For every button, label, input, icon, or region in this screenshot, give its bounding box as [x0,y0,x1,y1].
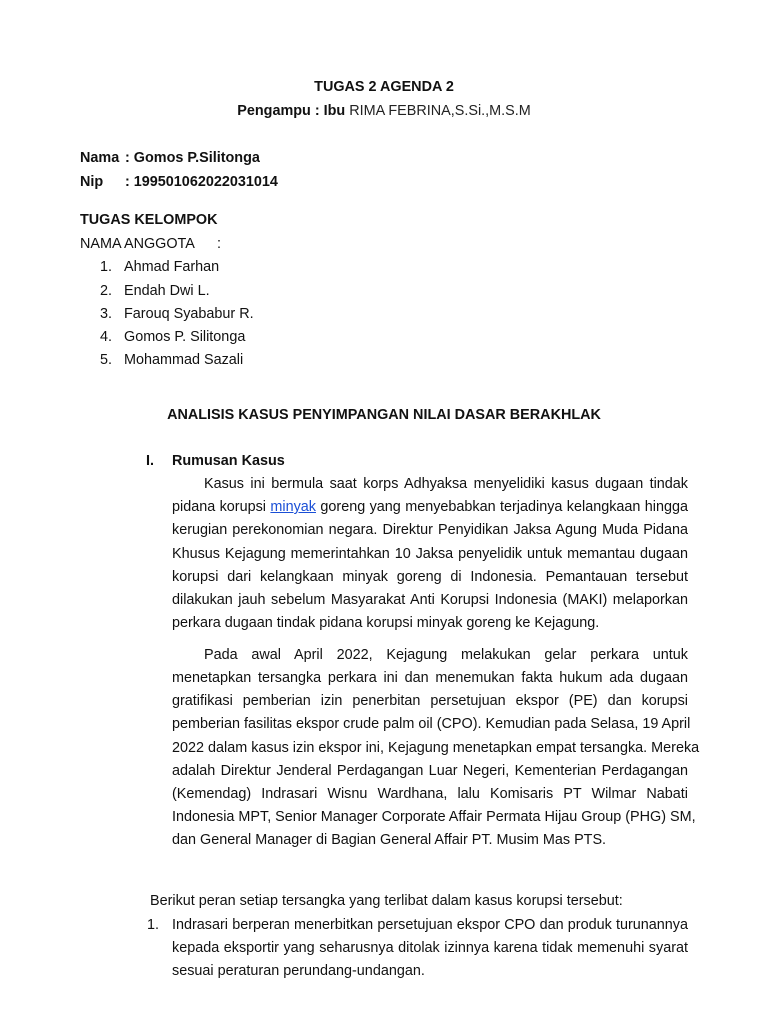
document-title: TUGAS 2 AGENDA 2 [314,79,454,95]
list-item: 5. Mohammad Sazali [100,352,244,368]
lecturer-prefix: Pengampu : Ibu [237,103,346,119]
nip-label: Nip [80,174,104,190]
paragraph-line: Indonesia MPT, Senior Manager Corporate Affair Permata Hijau Group (PHG) SM, [172,809,696,825]
lecturer-line [0,103,768,119]
paragraph-line: 2022 dalam kasus izin ekspor ini, Kejagung menetapkan empat tersangka. Mereka [172,740,700,756]
paragraph-line: (Kemendag) Indrasari Wisnu Wardhana, lalu Komisaris PT Wilmar Nabati [172,786,688,802]
members-label-row [80,236,221,252]
paragraph-line: pidana korupsi minyak goreng yang menyebabkan terjadinya kelangkaan hingga [172,499,689,515]
paragraph-line: pemberian fasilitas ekspor crude palm oil (CPO). Kemudian pada Selasa, 19 April [172,716,691,732]
section-number: I. [146,453,154,469]
paragraph-line: gratifikasi pemberian izin penerbitan persetujuan ekspor (PE) dan korupsi [172,693,688,709]
name-row [80,150,260,166]
paragraph-line: Pada awal April 2022, Kejagung melakukan gelar perkara untuk [204,647,688,663]
members-colon: : [217,236,221,252]
paragraph-line: dilakukan jauh sebelum Masyarakat Anti Korupsi Indonesia (MAKI) melaporkan [172,592,688,608]
paragraph-line: kerugian perekonomian negara. Direktur Penyidikan Jaksa Agung Muda Pidana [172,522,688,538]
name-value: : Gomos P.Silitonga [125,150,260,166]
nip-value: : 199501062022031014 [125,174,278,190]
minyak-link[interactable]: minyak [270,499,316,515]
paragraph-line: korupsi dari kelangkaan minyak goreng di Indonesia. Pemantauan tersebut [172,569,688,585]
list-item: 1. Ahmad Farhan [100,259,220,275]
paragraph-line: perkara dugaan tindak pidana korupsi minyak goreng ke Kejagung. [172,615,600,631]
paragraph-line: Indrasari berperan menerbitkan persetujuan ekspor CPO dan produk turunannya [172,917,688,933]
lecturer-name: RIMA FEBRINA,S.Si.,M.S.M [349,103,531,119]
paragraph-line: Khusus Kejagung memerintahkan 10 Jaksa penyelidik untuk memantau dugaan [172,546,688,562]
paragraph-line: sesuai peraturan perundang-undangan. [172,963,425,979]
list-item: 4. Gomos P. Silitonga [100,329,246,345]
group-heading: TUGAS KELOMPOK [80,212,218,228]
paragraph-line: menetapkan tersangka perkara ini dan menemukan fakta hukum ada dugaan [172,670,688,686]
section-heading [146,453,285,469]
members-label: NAMA ANGGOTA [80,236,195,252]
paragraph-line: Kasus ini bermula saat korps Adhyaksa menyelidiki kasus dugaan tindak [204,476,688,492]
role-number: 1. [147,917,160,933]
list-item: 3. Farouq Syababur R. [100,306,254,322]
name-label: Nama [80,150,120,166]
paragraph-line: adalah Direktur Jenderal Perdagangan Luar Negeri, Kementerian Perdagangan [172,763,688,779]
analysis-title: ANALISIS KASUS PENYIMPANGAN NILAI DASAR BERAKHLAK [167,407,601,423]
section-title: Rumusan Kasus [172,453,285,469]
paragraph-line: dan General Manager di Bagian General Affair PT. Musim Mas PTS. [172,832,607,848]
paragraph-line: kepada eksportir yang seharusnya ditolak izinnya karena tidak memenuhi syarat [172,940,688,956]
roles-intro: Berikut peran setiap tersangka yang terlibat dalam kasus korupsi tersebut: [150,893,623,909]
nip-row [80,174,278,190]
list-item: 2. Endah Dwi L. [100,283,210,299]
